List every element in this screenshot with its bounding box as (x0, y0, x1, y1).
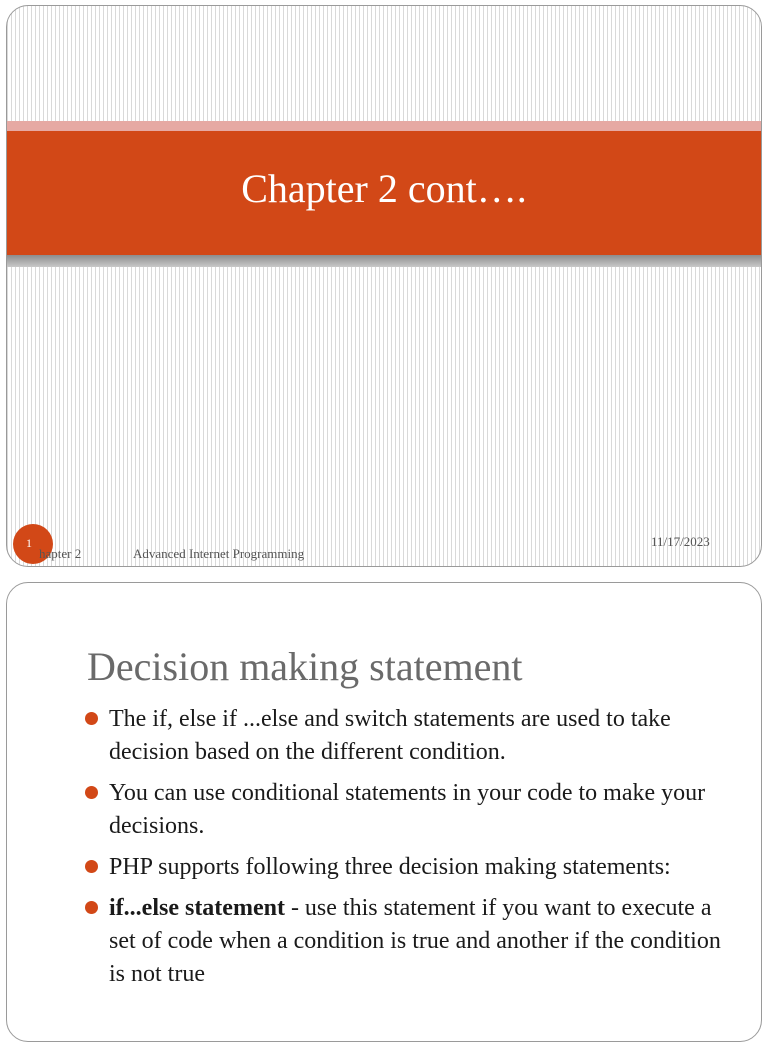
footer-chapter: hapter 2 (39, 546, 82, 561)
bullet-item (85, 777, 725, 843)
slide-heading: Decision making statement (87, 644, 523, 689)
bullet-text: You can use conditional statements in your code to make your decisions. (109, 780, 706, 839)
bullet-text: PHP supports following three decision making statements: (109, 854, 671, 880)
bullet-list (85, 703, 725, 999)
title-band-highlight (7, 121, 761, 131)
bullet-bold-term: if...else statement (109, 895, 285, 921)
orange-dot-icon (85, 712, 98, 725)
bullet-item (85, 892, 725, 991)
orange-dot-icon (85, 901, 98, 914)
footer-course: Advanced Internet Programming (133, 546, 305, 561)
page-number: 1 (26, 535, 32, 550)
orange-dot-icon (85, 860, 98, 873)
bullet-text: The if, else if ...else and switch statements are used to take decision based on the different condition. (109, 706, 671, 765)
title-band-shadow (7, 255, 761, 267)
slide-1 (6, 5, 762, 567)
bullet-text: - use this statement if you want to execute a set of code when a condition is true and another if the condition is not true (109, 895, 721, 987)
slide-2 (6, 582, 762, 1042)
slide-title: Chapter 2 cont…. (241, 165, 527, 211)
bullet-item (85, 703, 725, 769)
bullet-item (85, 851, 725, 884)
title-band (7, 131, 761, 255)
orange-dot-icon (85, 786, 98, 799)
footer-date: 11/17/2023 (651, 534, 710, 549)
